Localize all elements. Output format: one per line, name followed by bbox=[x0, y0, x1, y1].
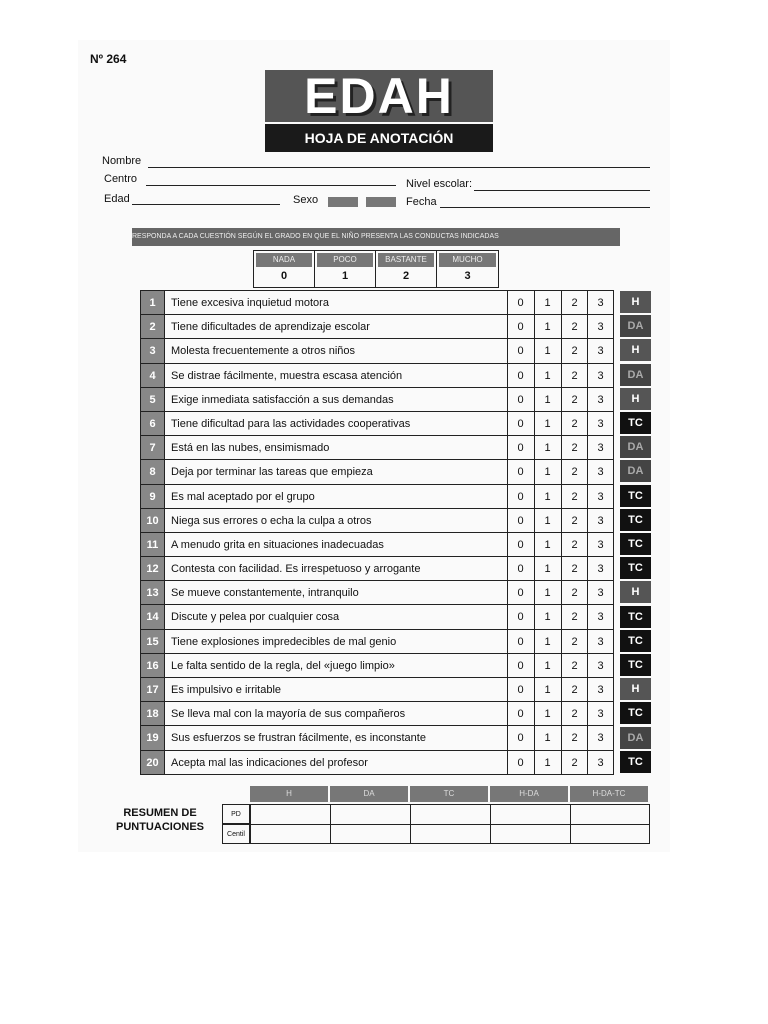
scale-cell bbox=[315, 251, 376, 287]
summary-title bbox=[100, 806, 220, 834]
item-option-1[interactable]: 1 bbox=[534, 630, 560, 653]
item-option-3[interactable]: 3 bbox=[587, 291, 613, 314]
item-number: 19 bbox=[141, 726, 165, 749]
summary-column-header: H bbox=[250, 786, 328, 802]
items-table bbox=[140, 290, 614, 775]
item-option-2[interactable]: 2 bbox=[561, 291, 587, 314]
item-text: Le falta sentido de la regla, del «juego limpio» bbox=[171, 659, 395, 672]
item-row bbox=[141, 654, 613, 678]
item-option-2[interactable]: 2 bbox=[561, 412, 587, 435]
item-text: A menudo grita en situaciones inadecuadas bbox=[171, 538, 384, 551]
centro-label: Centro bbox=[104, 173, 138, 185]
item-category-badge: TC bbox=[620, 630, 651, 652]
summary-row-label: PD bbox=[222, 804, 250, 824]
item-text: Es mal aceptado por el grupo bbox=[171, 490, 315, 503]
item-option-3[interactable]: 3 bbox=[587, 533, 613, 556]
item-option-3[interactable]: 3 bbox=[587, 315, 613, 338]
item-option-2[interactable]: 2 bbox=[561, 509, 587, 532]
item-number: 1 bbox=[141, 291, 165, 314]
item-category-badge: TC bbox=[620, 557, 651, 579]
item-category-badge: TC bbox=[620, 751, 651, 773]
item-category-badge: DA bbox=[620, 315, 651, 337]
item-option-1[interactable]: 1 bbox=[534, 726, 560, 749]
item-number: 10 bbox=[141, 509, 165, 532]
summary-table bbox=[222, 786, 650, 846]
scale-cell bbox=[376, 251, 437, 287]
item-option-0[interactable]: 0 bbox=[507, 460, 533, 483]
item-number: 6 bbox=[141, 412, 165, 435]
item-number: 9 bbox=[141, 485, 165, 508]
item-text: Molesta frecuentemente a otros niños bbox=[171, 345, 356, 358]
item-option-2[interactable]: 2 bbox=[561, 436, 587, 459]
item-option-1[interactable]: 1 bbox=[534, 412, 560, 435]
item-text: Deja por terminar las tareas que empieza bbox=[171, 466, 373, 479]
scale-value: 0 bbox=[280, 270, 288, 282]
item-category-badge: DA bbox=[620, 460, 651, 482]
item-option-3[interactable]: 3 bbox=[587, 388, 613, 411]
sexo-option-2[interactable] bbox=[366, 197, 396, 207]
item-number: 16 bbox=[141, 654, 165, 677]
item-text: Sus esfuerzos se frustran fácilmente, es inconstante bbox=[171, 732, 426, 745]
item-category-badge: TC bbox=[620, 702, 651, 724]
item-row bbox=[141, 557, 613, 581]
item-number: 5 bbox=[141, 388, 165, 411]
item-option-3[interactable]: 3 bbox=[587, 581, 613, 604]
item-option-0[interactable]: 0 bbox=[507, 581, 533, 604]
item-option-0[interactable]: 0 bbox=[507, 291, 533, 314]
item-text: Niega sus errores o echa la culpa a otros bbox=[171, 514, 372, 527]
item-option-0[interactable]: 0 bbox=[507, 485, 533, 508]
item-row bbox=[141, 291, 613, 315]
item-option-3[interactable]: 3 bbox=[587, 364, 613, 387]
item-option-1[interactable]: 1 bbox=[534, 388, 560, 411]
item-option-0[interactable]: 0 bbox=[507, 436, 533, 459]
item-option-0[interactable]: 0 bbox=[507, 630, 533, 653]
item-number: 12 bbox=[141, 557, 165, 580]
item-option-1[interactable]: 1 bbox=[534, 460, 560, 483]
item-row bbox=[141, 678, 613, 702]
item-number: 17 bbox=[141, 678, 165, 701]
item-option-0[interactable]: 0 bbox=[507, 533, 533, 556]
summary-column-header: H-DA-TC bbox=[570, 786, 648, 802]
item-option-3[interactable]: 3 bbox=[587, 654, 613, 677]
item-text: Contesta con facilidad. Es irrespetuoso y arrogante bbox=[171, 563, 421, 576]
item-category-badge: TC bbox=[620, 485, 651, 507]
item-option-3[interactable]: 3 bbox=[587, 726, 613, 749]
item-category-badge: TC bbox=[620, 509, 651, 531]
summary-column-header: DA bbox=[330, 786, 408, 802]
item-option-1[interactable]: 1 bbox=[534, 557, 560, 580]
item-option-3[interactable]: 3 bbox=[587, 557, 613, 580]
item-text: Se distrae fácilmente, muestra escasa atención bbox=[171, 369, 403, 382]
item-number: 2 bbox=[141, 315, 165, 338]
item-option-3[interactable]: 3 bbox=[587, 509, 613, 532]
item-option-2[interactable]: 2 bbox=[561, 460, 587, 483]
response-scale bbox=[253, 250, 499, 288]
item-text: Acepta mal las indicaciones del profesor bbox=[171, 756, 368, 769]
item-row bbox=[141, 485, 613, 509]
item-row bbox=[141, 388, 613, 412]
item-option-2[interactable]: 2 bbox=[561, 726, 587, 749]
item-number: 13 bbox=[141, 581, 165, 604]
nivel-label: Nivel escolar: bbox=[406, 178, 473, 190]
item-option-3[interactable]: 3 bbox=[587, 485, 613, 508]
item-text: Tiene dificultad para las actividades cooperativas bbox=[171, 417, 411, 430]
item-option-3[interactable]: 3 bbox=[587, 412, 613, 435]
logo-subtitle: HOJA DE ANOTACIÓN bbox=[265, 124, 493, 152]
item-option-1[interactable]: 1 bbox=[534, 291, 560, 314]
item-option-0[interactable]: 0 bbox=[507, 678, 533, 701]
item-row bbox=[141, 702, 613, 726]
item-category-badge: TC bbox=[620, 533, 651, 555]
item-row bbox=[141, 630, 613, 654]
item-text: Tiene explosiones impredecibles de mal genio bbox=[171, 635, 397, 648]
item-category-badge: TC bbox=[620, 654, 651, 676]
item-number: 18 bbox=[141, 702, 165, 725]
item-row bbox=[141, 412, 613, 436]
item-option-1[interactable]: 1 bbox=[534, 485, 560, 508]
item-category-badge: TC bbox=[620, 412, 651, 434]
item-option-3[interactable]: 3 bbox=[587, 678, 613, 701]
item-row bbox=[141, 581, 613, 605]
item-option-0[interactable]: 0 bbox=[507, 315, 533, 338]
item-option-2[interactable]: 2 bbox=[561, 557, 587, 580]
item-option-2[interactable]: 2 bbox=[561, 630, 587, 653]
scale-value: 2 bbox=[402, 270, 410, 282]
item-option-1[interactable]: 1 bbox=[534, 364, 560, 387]
item-number: 8 bbox=[141, 460, 165, 483]
summary-grid[interactable] bbox=[250, 804, 650, 844]
item-number: 7 bbox=[141, 436, 165, 459]
item-row bbox=[141, 364, 613, 388]
item-category-badge: TC bbox=[620, 606, 651, 628]
item-text: Exige inmediata satisfacción a sus demandas bbox=[171, 393, 394, 406]
item-row bbox=[141, 726, 613, 750]
item-option-1[interactable]: 1 bbox=[534, 678, 560, 701]
item-option-0[interactable]: 0 bbox=[507, 364, 533, 387]
scale-cell bbox=[437, 251, 498, 287]
scale-value: 1 bbox=[341, 270, 349, 282]
summary-column-header: H-DA bbox=[490, 786, 568, 802]
instructions-bar: RESPONDA A CADA CUESTIÓN SEGÚN EL GRADO EN QUE EL NIÑO PRESENTA LAS CONDUCTAS INDICADAS bbox=[132, 228, 620, 246]
item-category-badge: H bbox=[620, 291, 651, 313]
summary-title-line1: RESUMEN DE bbox=[123, 807, 197, 819]
item-option-0[interactable]: 0 bbox=[507, 412, 533, 435]
item-category-badge: H bbox=[620, 388, 651, 410]
item-option-2[interactable]: 2 bbox=[561, 702, 587, 725]
item-option-3[interactable]: 3 bbox=[587, 460, 613, 483]
item-option-3[interactable]: 3 bbox=[587, 605, 613, 628]
item-option-0[interactable]: 0 bbox=[507, 702, 533, 725]
summary-row-label: Centil bbox=[222, 824, 250, 844]
item-option-2[interactable]: 2 bbox=[561, 339, 587, 362]
item-text: Tiene excesiva inquietud motora bbox=[171, 297, 329, 309]
item-number: 3 bbox=[141, 339, 165, 362]
edad-label: Edad bbox=[104, 193, 130, 205]
item-option-1[interactable]: 1 bbox=[534, 654, 560, 677]
item-option-0[interactable]: 0 bbox=[507, 557, 533, 580]
sexo-option-1[interactable] bbox=[328, 197, 358, 207]
item-row bbox=[141, 339, 613, 363]
item-option-3[interactable]: 3 bbox=[587, 436, 613, 459]
scale-cell bbox=[254, 251, 315, 287]
item-row bbox=[141, 751, 613, 775]
item-option-2[interactable]: 2 bbox=[561, 605, 587, 628]
item-number: 11 bbox=[141, 533, 165, 556]
item-option-3[interactable]: 3 bbox=[587, 702, 613, 725]
item-category-badge: H bbox=[620, 581, 651, 603]
scale-label: POCO bbox=[317, 253, 373, 267]
item-option-2[interactable]: 2 bbox=[561, 581, 587, 604]
item-option-0[interactable]: 0 bbox=[507, 605, 533, 628]
item-option-1[interactable]: 1 bbox=[534, 581, 560, 604]
item-category-badge: DA bbox=[620, 727, 651, 749]
item-number: 15 bbox=[141, 630, 165, 653]
item-text: Es impulsivo e irritable bbox=[171, 684, 282, 696]
item-text: Tiene dificultades de aprendizaje escolar bbox=[171, 321, 370, 334]
item-option-1[interactable]: 1 bbox=[534, 702, 560, 725]
edad-field[interactable] bbox=[132, 204, 280, 205]
item-option-2[interactable]: 2 bbox=[561, 533, 587, 556]
item-option-1[interactable]: 1 bbox=[534, 315, 560, 338]
item-text: Discute y pelea por cualquier cosa bbox=[171, 611, 340, 624]
item-option-1[interactable]: 1 bbox=[534, 605, 560, 628]
item-option-1[interactable]: 1 bbox=[534, 751, 560, 774]
fecha-label: Fecha bbox=[406, 196, 437, 208]
item-option-3[interactable]: 3 bbox=[587, 339, 613, 362]
summary-title-line2: PUNTUACIONES bbox=[115, 821, 204, 833]
item-text: Se mueve constantemente, intranquilo bbox=[171, 587, 359, 600]
item-text: Está en las nubes, ensimismado bbox=[171, 442, 330, 455]
item-option-1[interactable]: 1 bbox=[534, 436, 560, 459]
item-text: Se lleva mal con la mayoría de sus compañeros bbox=[171, 708, 406, 721]
summary-grid-divider bbox=[251, 824, 649, 825]
item-option-0[interactable]: 0 bbox=[507, 751, 533, 774]
edah-logo bbox=[265, 70, 493, 154]
fecha-field[interactable] bbox=[440, 207, 650, 208]
item-option-0[interactable]: 0 bbox=[507, 726, 533, 749]
item-category-badge: DA bbox=[620, 364, 651, 386]
item-option-2[interactable]: 2 bbox=[561, 364, 587, 387]
item-category-badge: H bbox=[620, 678, 651, 700]
item-option-0[interactable]: 0 bbox=[507, 509, 533, 532]
item-option-2[interactable]: 2 bbox=[561, 654, 587, 677]
item-row bbox=[141, 533, 613, 557]
item-number: 20 bbox=[141, 751, 165, 774]
scale-label: MUCHO bbox=[439, 253, 496, 267]
item-option-2[interactable]: 2 bbox=[561, 751, 587, 774]
item-option-1[interactable]: 1 bbox=[534, 533, 560, 556]
nombre-label: Nombre bbox=[102, 155, 142, 167]
sexo-label: Sexo bbox=[293, 194, 319, 206]
item-row bbox=[141, 436, 613, 460]
centro-field[interactable] bbox=[146, 185, 396, 186]
item-category-badge: H bbox=[620, 339, 651, 361]
item-number: 14 bbox=[141, 605, 165, 628]
logo-title: EDAH bbox=[265, 70, 493, 122]
item-row bbox=[141, 509, 613, 533]
item-option-2[interactable]: 2 bbox=[561, 388, 587, 411]
item-row bbox=[141, 460, 613, 484]
item-number: 4 bbox=[141, 364, 165, 387]
item-option-3[interactable]: 3 bbox=[587, 751, 613, 774]
item-option-0[interactable]: 0 bbox=[507, 654, 533, 677]
item-row bbox=[141, 605, 613, 629]
item-option-1[interactable]: 1 bbox=[534, 339, 560, 362]
item-option-2[interactable]: 2 bbox=[561, 315, 587, 338]
item-option-2[interactable]: 2 bbox=[561, 485, 587, 508]
nombre-field[interactable] bbox=[148, 167, 650, 168]
scale-value: 3 bbox=[464, 270, 471, 282]
form-number: Nº 264 bbox=[90, 52, 127, 66]
item-option-2[interactable]: 2 bbox=[561, 678, 587, 701]
nivel-field[interactable] bbox=[474, 190, 650, 191]
scale-label: BASTANTE bbox=[378, 253, 434, 267]
item-row bbox=[141, 315, 613, 339]
scale-label: NADA bbox=[256, 253, 312, 267]
item-option-1[interactable]: 1 bbox=[534, 509, 560, 532]
item-option-0[interactable]: 0 bbox=[507, 388, 533, 411]
summary-column-header: TC bbox=[410, 786, 488, 802]
item-option-0[interactable]: 0 bbox=[507, 339, 533, 362]
item-option-3[interactable]: 3 bbox=[587, 630, 613, 653]
item-category-badge: DA bbox=[620, 436, 651, 458]
